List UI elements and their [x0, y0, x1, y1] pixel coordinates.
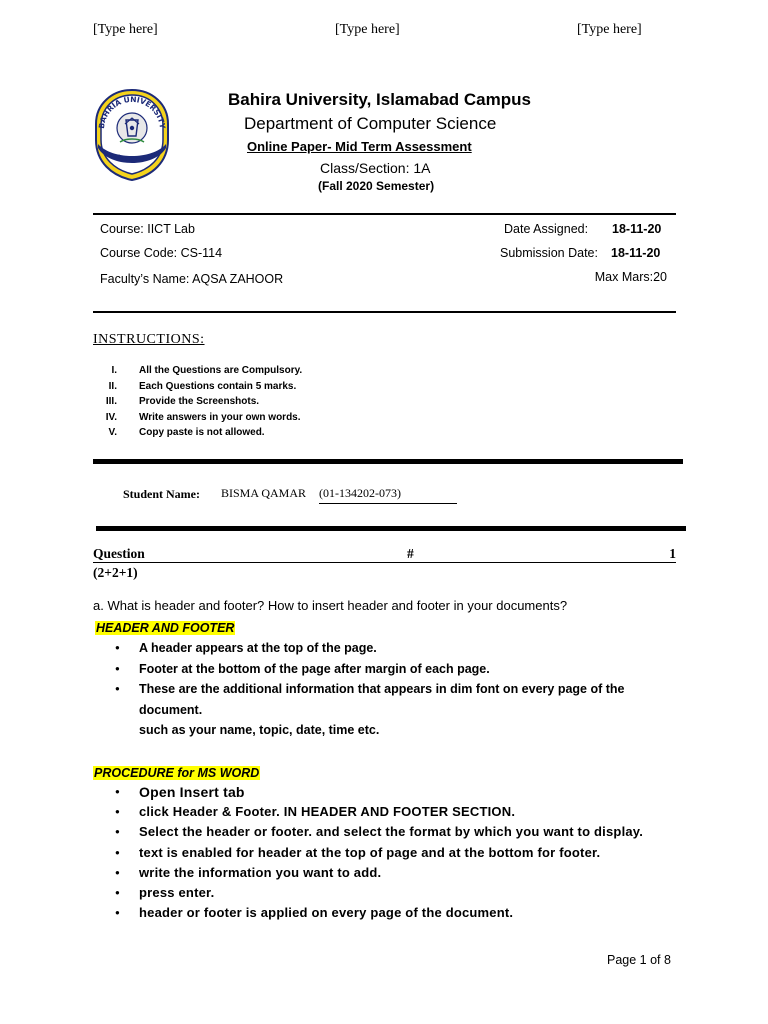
- instruction-text: All the Questions are Compulsory.: [139, 365, 303, 377]
- course-code: Course Code: CS-114: [100, 246, 223, 260]
- instruction-text: Copy paste is not allowed.: [139, 427, 265, 439]
- list-item: ● A header appears at the top of the page.: [113, 638, 683, 659]
- list-item: ● These are the additional information that appears in dim font on every page of the document.: [113, 679, 683, 720]
- student-name-value: BISMA QAMAR: [221, 486, 307, 500]
- instruction-number: V.: [108, 427, 117, 439]
- question-word: Question: [93, 546, 145, 561]
- list-item: ● Select the header or footer. and select the format by which you want to display.: [113, 822, 688, 842]
- question-marks: (2+2+1): [93, 565, 138, 580]
- instructions-list: [93, 363, 302, 441]
- student-id: (01-134202-073): [319, 486, 457, 504]
- header-placeholder-right: [Type here]: [577, 22, 642, 37]
- list-item: ● Footer at the bottom of the page after margin of each page.: [113, 659, 683, 680]
- answer-heading-procedure: [93, 764, 260, 782]
- department-title: Department of Computer Science: [244, 114, 497, 133]
- list-item: ● text is enabled for header at the top of page and at the bottom for footer.: [113, 843, 688, 863]
- instruction-number: II.: [108, 380, 117, 392]
- instructions-title: INSTRUCTIONS:: [93, 332, 205, 347]
- instruction-number: III.: [105, 396, 117, 408]
- answer-bullet-list-1: [113, 638, 683, 741]
- date-assigned-label: Date Assigned:: [504, 222, 589, 236]
- submission-date-value: 18-11-20: [611, 246, 661, 260]
- date-assigned-value: 18-11-20: [612, 222, 662, 236]
- list-item: ● Open Insert tab: [113, 782, 688, 802]
- question-number: 1: [669, 546, 676, 561]
- instruction-item: [93, 410, 302, 426]
- student-top-rule: [93, 459, 683, 464]
- instruction-item: [93, 379, 302, 395]
- semester: (Fall 2020 Semester): [318, 179, 435, 193]
- list-item: ● header or footer is applied on every page of the document.: [113, 903, 688, 923]
- logo-ring-bottom-text: PAKISTAN: [115, 153, 149, 164]
- instruction-text: Provide the Screenshots.: [139, 396, 260, 408]
- question-text: a. What is header and footer? How to insert header and footer in your documents?: [93, 598, 568, 613]
- question-line: [93, 546, 676, 563]
- list-item: ● click Header & Footer. IN HEADER AND FOOTER SECTION.: [113, 802, 688, 822]
- answer-heading-2-text: PROCEDURE for MS WORD: [94, 766, 260, 780]
- page-number: Page 1 of 8: [607, 953, 671, 967]
- info-top-rule: [93, 213, 676, 215]
- submission-date-label: Submission Date:: [500, 246, 598, 260]
- student-name-label: Student Name:: [123, 487, 200, 501]
- header-placeholder-center: [Type here]: [335, 22, 400, 37]
- student-bottom-rule: [96, 526, 686, 531]
- instruction-number: IV.: [105, 411, 117, 423]
- answer-bullet-list-2: [113, 782, 688, 923]
- max-marks: Max Mars:20: [594, 270, 667, 284]
- faculty-name: Faculty’s Name: AQSA ZAHOOR: [100, 272, 284, 286]
- instruction-text: Each Questions contain 5 marks.: [139, 380, 297, 392]
- instruction-text: Write answers in your own words.: [139, 411, 301, 423]
- university-title: Bahira University, Islamabad Campus: [228, 90, 531, 109]
- paper-title: Online Paper- Mid Term Assessment: [247, 139, 472, 154]
- instruction-item: [93, 425, 302, 441]
- class-section: Class/Section: 1A: [320, 160, 431, 176]
- university-logo: [92, 84, 172, 184]
- instruction-item: [93, 394, 302, 410]
- header-placeholder-left: [Type here]: [93, 22, 158, 37]
- answer-heading-header-footer: [95, 619, 235, 637]
- instruction-item: [93, 363, 302, 379]
- instruction-number: I.: [111, 365, 117, 377]
- list-continuation: such as your name, topic, date, time etc.: [139, 723, 380, 737]
- info-bottom-rule: [93, 311, 676, 313]
- course-name: Course: IICT Lab: [100, 222, 195, 236]
- question-hash: #: [407, 546, 414, 561]
- logo-ring-top-text: BAHRIA UNIVERSITY: [96, 94, 168, 130]
- list-item: ● write the information you want to add.: [113, 863, 688, 883]
- answer-heading-1-text: HEADER AND FOOTER: [96, 621, 235, 635]
- stray-mark: ’: [93, 459, 97, 471]
- list-item: ● press enter.: [113, 883, 688, 903]
